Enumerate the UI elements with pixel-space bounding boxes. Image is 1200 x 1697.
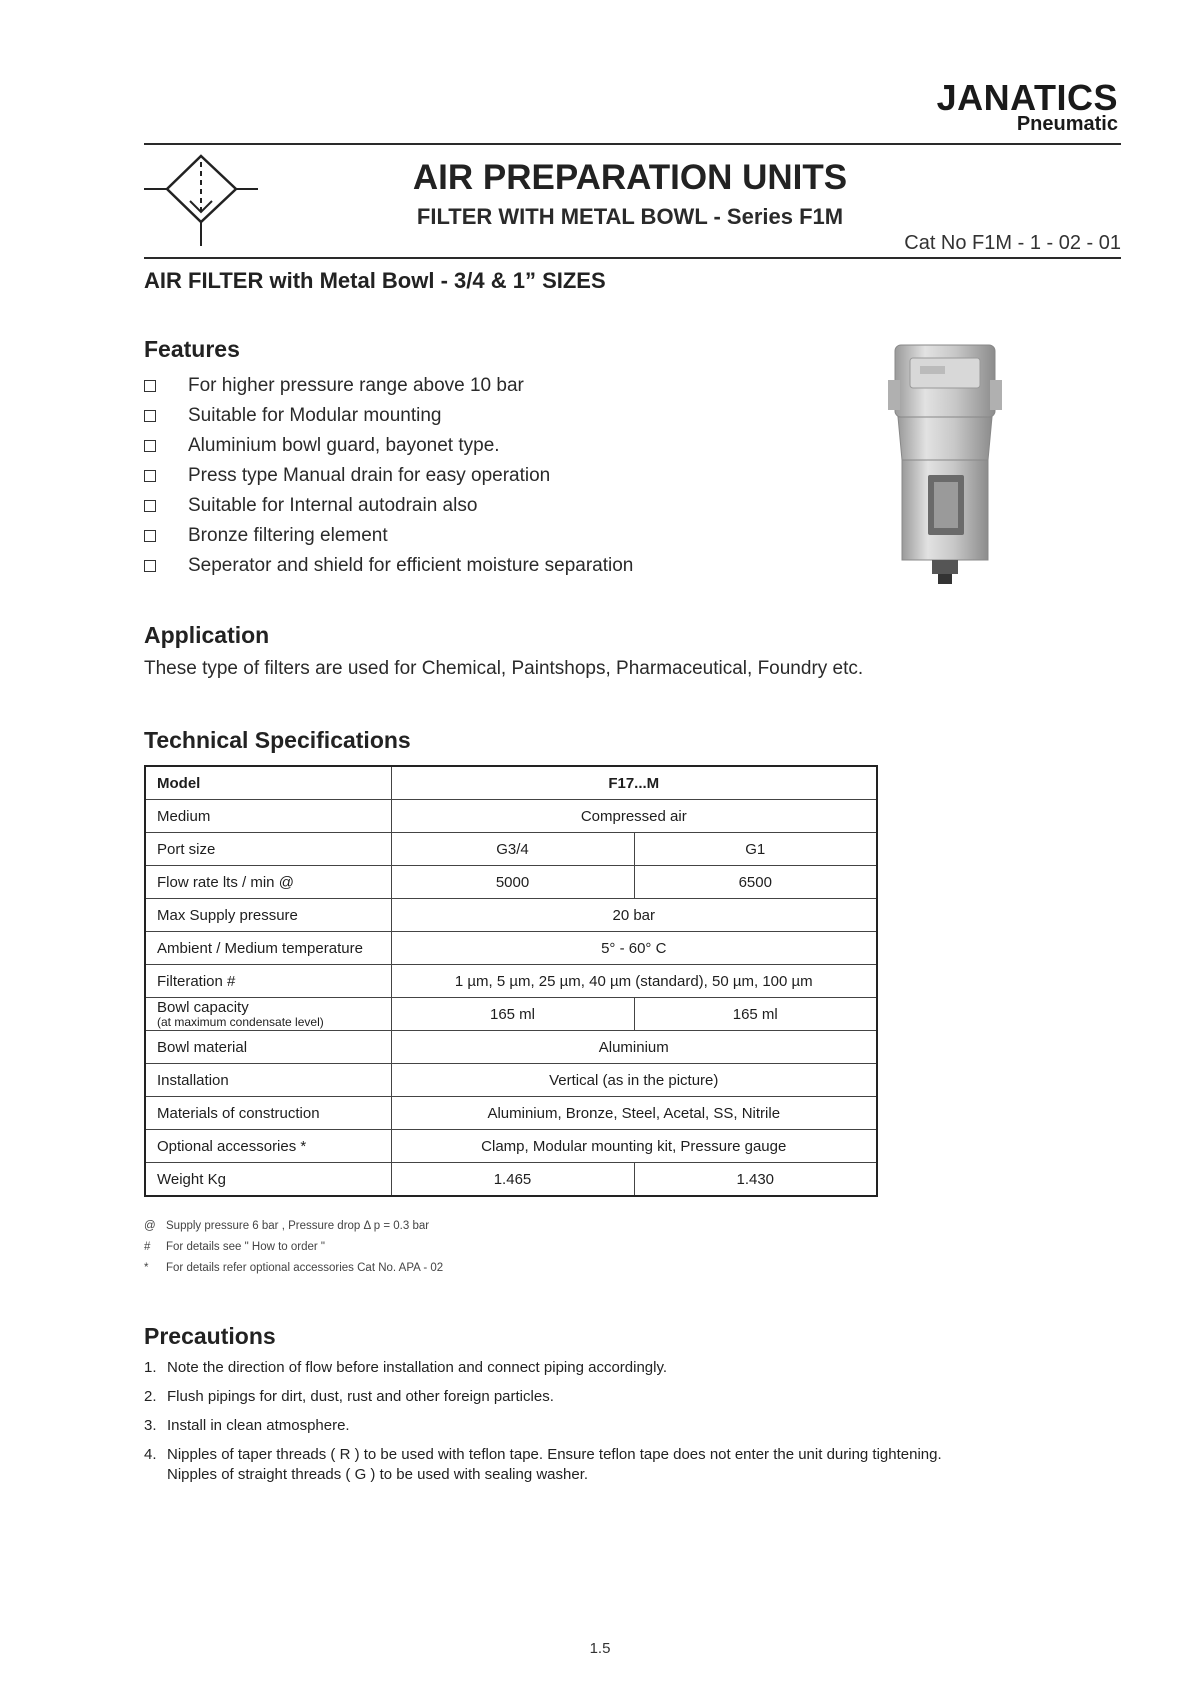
precaution-item: 3. Install in clean atmosphere. — [144, 1417, 350, 1434]
checkbox-bullet-icon — [144, 530, 156, 542]
spec-label: Bowl material — [145, 1031, 391, 1064]
spec-value: G1 — [634, 833, 877, 866]
table-row — [145, 1064, 877, 1097]
top-rule — [144, 143, 1121, 145]
spec-label: Materials of construction — [145, 1097, 391, 1130]
spec-value: 20 bar — [391, 899, 877, 932]
brand-name: JANATICS — [936, 77, 1118, 118]
spec-label-note: (at maximum condensate level) — [157, 1014, 324, 1029]
table-row — [145, 866, 877, 899]
application-text: These type of filters are used for Chemical, Paintshops, Pharmaceutical, Foundry etc. — [144, 658, 864, 679]
spec-label: Port size — [145, 833, 391, 866]
spec-value: 165 ml — [391, 998, 634, 1031]
footnote: @ Supply pressure 6 bar , Pressure drop Δ p = 0.3 bar — [144, 1220, 430, 1232]
specs-table — [144, 765, 878, 1197]
filter-product-image — [880, 340, 1010, 590]
spec-value: Aluminium — [391, 1031, 877, 1064]
footnote: * For details refer optional accessories Cat No. APA - 02 — [144, 1262, 444, 1274]
checkbox-bullet-icon — [144, 560, 156, 572]
spec-label: Filteration # — [145, 965, 391, 998]
footnote: # For details see " How to order " — [144, 1241, 326, 1253]
spec-value: 165 ml — [634, 998, 877, 1031]
feature-item: Seperator and shield for efficient moisture separation — [144, 551, 633, 581]
spec-label: Flow rate lts / min @ — [145, 866, 391, 899]
spec-value: G3/4 — [391, 833, 634, 866]
spec-label: Medium — [145, 800, 391, 833]
spec-value: 5° - 60° C — [391, 932, 877, 965]
feature-item: Aluminium bowl guard, bayonet type. — [144, 431, 633, 461]
spec-value: 1 µm, 5 µm, 25 µm, 40 µm (standard), 50 µm, 100 µm — [391, 965, 877, 998]
precautions-list — [144, 1358, 1047, 1494]
checkbox-bullet-icon — [144, 410, 156, 422]
checkbox-bullet-icon — [144, 500, 156, 512]
page-subtitle: FILTER WITH METAL BOWL - Series F1M — [416, 204, 844, 229]
footnotes — [144, 1216, 443, 1279]
table-row — [145, 1097, 877, 1130]
spec-value: Aluminium, Bronze, Steel, Acetal, SS, Nitrile — [391, 1097, 877, 1130]
spec-value: F17...M — [391, 766, 877, 800]
table-row — [145, 766, 877, 800]
precaution-item: 4. Nipples of taper threads ( R ) to be used with teflon tape. Ensure teflon tape does not enter the unit during tightening. Nipples of straight threads ( G ) to be used with sealing washer. — [144, 1446, 942, 1483]
spec-label: Max Supply pressure — [145, 899, 391, 932]
page-title: AIR PREPARATION UNITS — [412, 158, 848, 197]
spec-value: Clamp, Modular mounting kit, Pressure gauge — [391, 1130, 877, 1163]
precautions-heading: Precautions — [144, 1323, 276, 1349]
checkbox-bullet-icon — [144, 470, 156, 482]
spec-label — [145, 998, 391, 1031]
checkbox-bullet-icon — [144, 440, 156, 452]
feature-item: Suitable for Modular mounting — [144, 401, 633, 431]
spec-value: 1.430 — [634, 1163, 877, 1197]
spec-label: Ambient / Medium temperature — [145, 932, 391, 965]
checkbox-bullet-icon — [144, 380, 156, 392]
table-row — [145, 965, 877, 998]
table-row — [145, 1130, 877, 1163]
spec-label: Weight Kg — [145, 1163, 391, 1197]
brand-subtitle: Pneumatic — [1016, 113, 1118, 135]
table-row — [145, 1031, 877, 1064]
spec-label-text: Bowl capacity — [157, 998, 249, 1016]
spec-value: 5000 — [391, 866, 634, 899]
feature-item: Suitable for Internal autodrain also — [144, 491, 633, 521]
table-row — [145, 800, 877, 833]
spec-label: Installation — [145, 1064, 391, 1097]
spec-value: Compressed air — [391, 800, 877, 833]
table-row — [145, 833, 877, 866]
header-rule — [144, 257, 1121, 259]
precaution-item: 2. Flush pipings for dirt, dust, rust and other foreign particles. — [144, 1388, 554, 1405]
feature-item: Bronze filtering element — [144, 521, 633, 551]
catalog-number: Cat No F1M - 1 - 02 - 01 — [904, 232, 1121, 254]
application-heading: Application — [144, 622, 270, 648]
spec-label: Optional accessories * — [145, 1130, 391, 1163]
product-heading: AIR FILTER with Metal Bowl - 3/4 & 1” SIZES — [144, 268, 606, 293]
feature-item: For higher pressure range above 10 bar — [144, 371, 633, 401]
table-row — [145, 899, 877, 932]
precaution-item: 1. Note the direction of flow before installation and connect piping accordingly. — [144, 1359, 668, 1376]
specs-heading: Technical Specifications — [144, 727, 411, 753]
brand-logo — [936, 77, 1118, 135]
spec-value: Vertical (as in the picture) — [391, 1064, 877, 1097]
features-heading: Features — [144, 336, 240, 362]
spec-label: Model — [145, 766, 391, 800]
features-list — [144, 371, 633, 581]
filter-symbol-icon — [144, 152, 258, 248]
table-row — [145, 932, 877, 965]
table-row — [145, 998, 877, 1031]
spec-value: 6500 — [634, 866, 877, 899]
table-row — [145, 1163, 877, 1197]
feature-item: Press type Manual drain for easy operation — [144, 461, 633, 491]
page-number: 1.5 — [589, 1640, 611, 1657]
spec-value: 1.465 — [391, 1163, 634, 1197]
